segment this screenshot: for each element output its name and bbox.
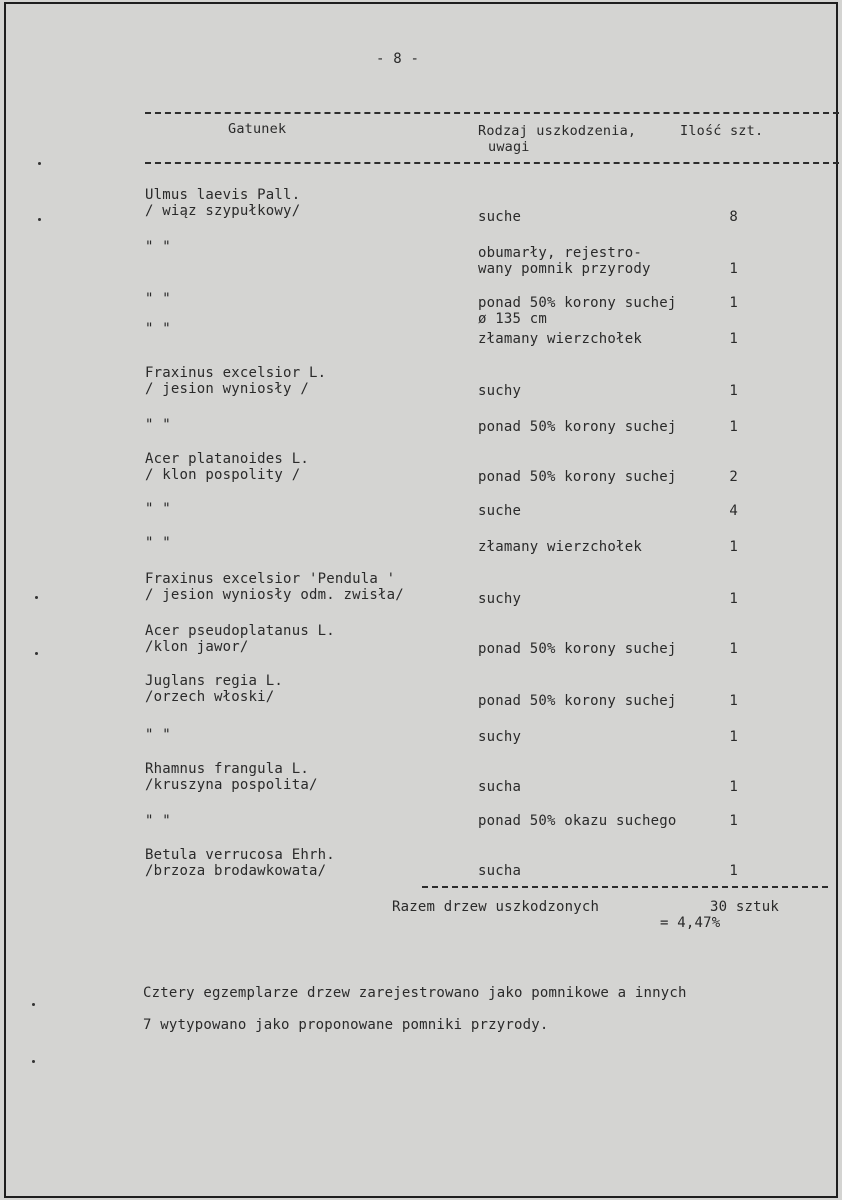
margin-dot [38,218,41,221]
species-name: Acer pseudoplatanus L. [145,623,335,639]
total-percent: = 4,47% [660,915,721,931]
species-name: Betula verrucosa Ehrh. [145,847,335,863]
species-name: Fraxinus excelsior 'Pendula ' [145,571,396,587]
damage-type: ponad 50% korony suchej [478,419,677,435]
footer-line-1: Cztery egzemplarze drzew zarejestrowano jako pomnikowe a innych [143,985,687,1001]
species-name: " " [145,535,171,551]
total-rule [422,886,828,888]
margin-dot [32,1060,35,1063]
quantity: 1 [729,539,738,555]
damage-type: ponad 50% korony suchej [478,295,677,311]
species-name: Rhamnus frangula L. [145,761,309,777]
damage-type: ø 135 cm [478,311,548,327]
species-name: " " [145,291,171,307]
header-notes: uwagi [488,139,530,155]
damage-type: ponad 50% korony suchej [478,641,677,657]
species-name: " " [145,813,171,829]
header-top-rule [145,112,839,114]
header-quantity: Ilość szt. [680,123,764,139]
species-name: Juglans regia L. [145,673,284,689]
margin-dot [35,652,38,655]
quantity: 1 [729,693,738,709]
damage-type: ponad 50% korony suchej [478,693,677,709]
damage-type: ponad 50% okazu suchego [478,813,677,829]
damage-type: suchy [478,383,522,399]
quantity: 1 [729,383,738,399]
damage-type: suchy [478,729,522,745]
species-common-name: / wiąz szypułkowy/ [145,203,301,219]
damage-type: sucha [478,863,522,879]
footer-line-2: 7 wytypowano jako proponowane pomniki przyrody. [143,1017,549,1033]
species-common-name: /brzoza brodawkowata/ [145,863,327,879]
damage-type: sucha [478,779,522,795]
header-damage: Rodzaj uszkodzenia, [478,123,637,139]
species-name: Ulmus laevis Pall. [145,187,301,203]
quantity: 1 [729,729,738,745]
species-name: " " [145,727,171,743]
page-number: - 8 - [376,51,420,67]
species-name: " " [145,501,171,517]
quantity: 1 [729,295,738,311]
quantity: 2 [729,469,738,485]
margin-dot [35,596,38,599]
damage-type: wany pomnik przyrody [478,261,651,277]
header-species: Gatunek [228,121,287,137]
header-bottom-rule [145,162,839,164]
total-label: Razem drzew uszkodzonych [392,899,600,915]
species-common-name: /orzech włoski/ [145,689,275,705]
species-name: " " [145,417,171,433]
species-common-name: / jesion wyniosły odm. zwisła/ [145,587,404,603]
damage-type: obumarły, rejestro- [478,245,642,261]
quantity: 1 [729,813,738,829]
quantity: 1 [729,591,738,607]
damage-type: złamany wierzchołek [478,539,642,555]
quantity: 1 [729,641,738,657]
damage-type: ponad 50% korony suchej [478,469,677,485]
margin-dot [32,1003,35,1006]
damage-type: suche [478,209,522,225]
quantity: 1 [729,779,738,795]
quantity: 8 [729,209,738,225]
quantity: 4 [729,503,738,519]
total-count: 30 sztuk [710,899,780,915]
species-common-name: /klon jawor/ [145,639,249,655]
damage-type: złamany wierzchołek [478,331,642,347]
quantity: 1 [729,863,738,879]
quantity: 1 [729,419,738,435]
damage-type: suchy [478,591,522,607]
species-name: Acer platanoides L. [145,451,309,467]
species-common-name: / klon pospolity / [145,467,301,483]
damage-type: suche [478,503,522,519]
quantity: 1 [729,331,738,347]
species-name: Fraxinus excelsior L. [145,365,327,381]
species-name: " " [145,321,171,337]
species-common-name: / jesion wyniosły / [145,381,309,397]
margin-dot [38,162,41,165]
species-name: " " [145,239,171,255]
species-common-name: /kruszyna pospolita/ [145,777,318,793]
quantity: 1 [729,261,738,277]
